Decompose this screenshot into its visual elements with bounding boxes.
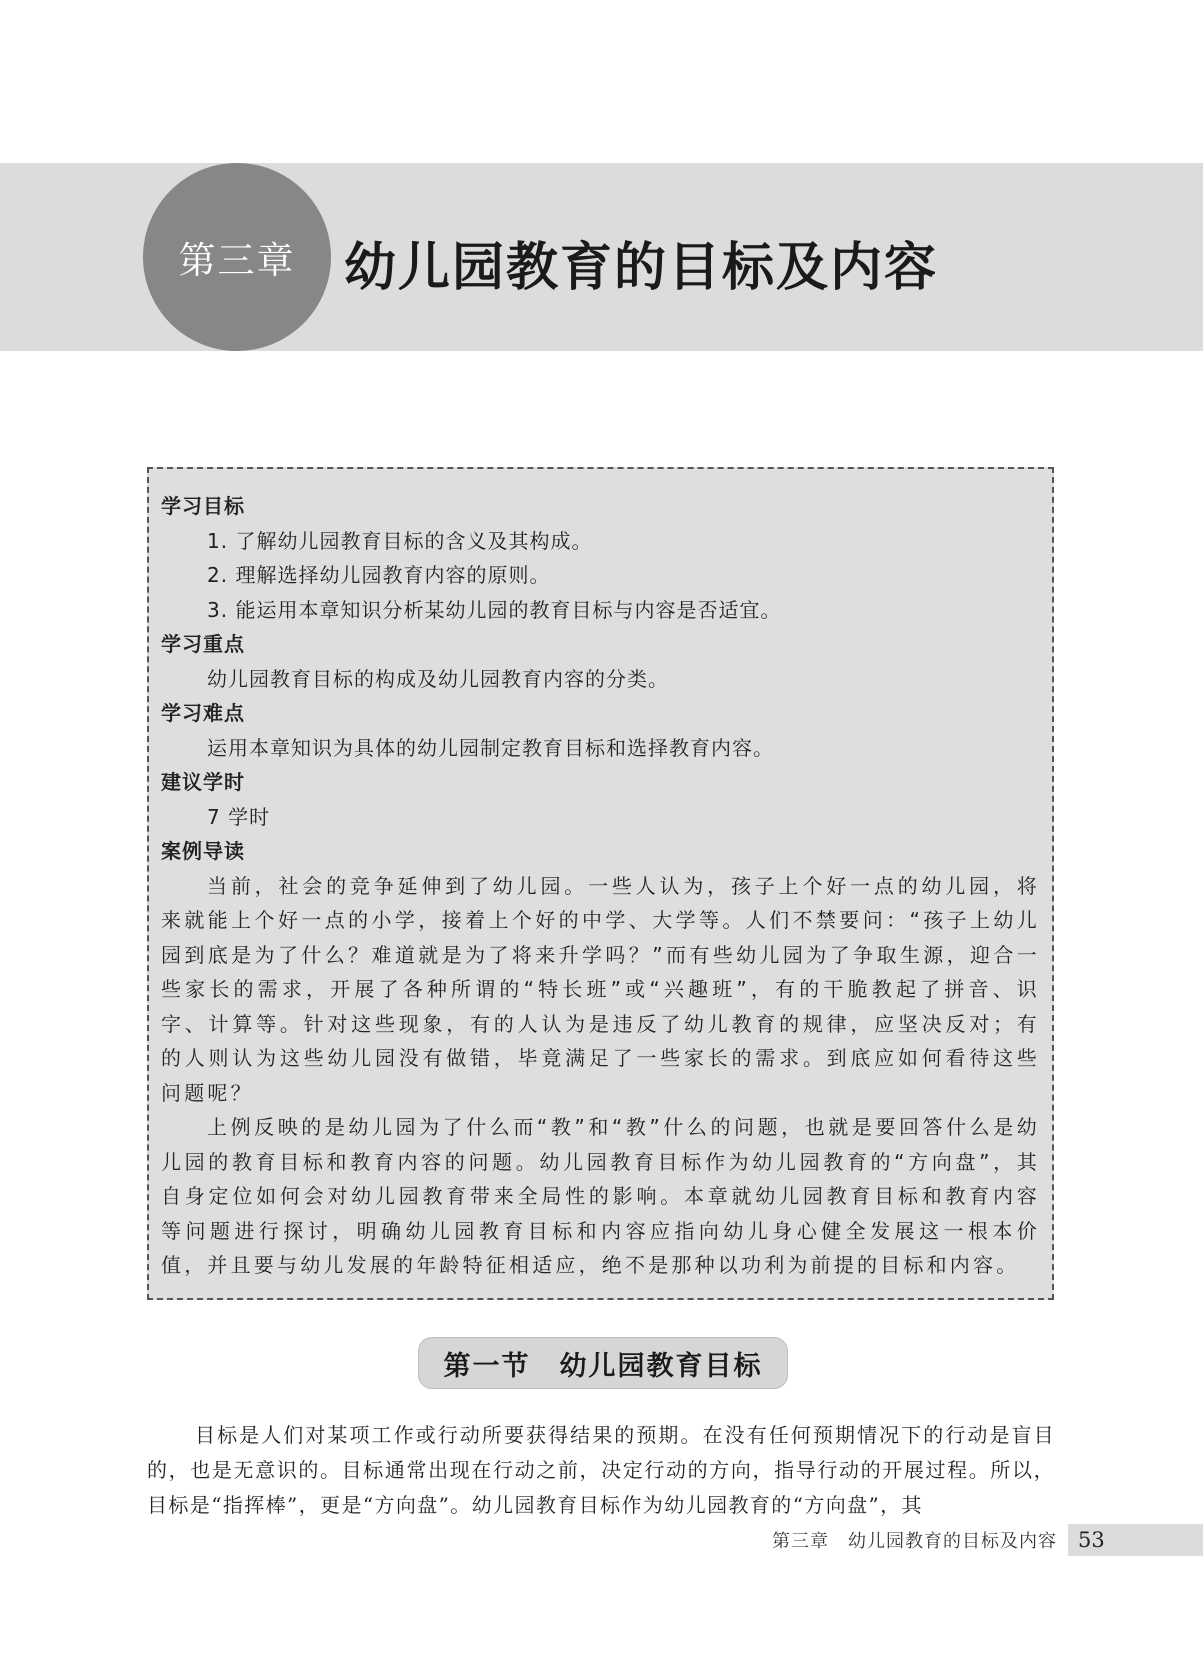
chapter-badge <box>143 163 331 351</box>
focus-text: 幼儿园教育目标的构成及幼儿园教育内容的分类。 <box>207 666 669 691</box>
difficulty-heading: 学习难点 <box>161 701 245 725</box>
case-paragraph-2: 上例反映的是幼儿园为了什么而“教”和“教”什么的问题，也就是要回答什么是幼儿园的教育目标和教育内容的问题。幼儿园教育目标作为幼儿园教育的“方向盘”，其自身定位如何会对幼儿园教育带来全局性的影响。本章就幼儿园教育目标和教育内容等问题进行探讨，明确幼儿园教育目标和内容应指向幼儿身心健全发展这一根本价值，并且要与幼儿发展的年龄特征相适应，绝不是那种以功利为前提的目标和内容。 <box>161 1115 1040 1277</box>
difficulty-text: 运用本章知识为具体的幼儿园制定教育目标和选择教育内容。 <box>207 735 774 760</box>
running-head: 第三章 幼儿园教育的目标及内容 <box>772 1531 1057 1552</box>
hours-text: 7 学时 <box>207 804 271 829</box>
objective-item: 1. 了解幼儿园教育目标的含义及其构成。 <box>207 528 593 553</box>
objective-item: 2. 理解选择幼儿园教育内容的原则。 <box>207 563 551 587</box>
learning-objectives-box <box>147 467 1054 1300</box>
case-heading: 案例导读 <box>161 839 245 863</box>
section-title: 第一节 幼儿园教育目标 <box>418 1337 788 1389</box>
page-number: 53 <box>1078 1528 1105 1552</box>
chapter-label: 第三章 <box>178 239 296 282</box>
objective-item: 3. 能运用本章知识分析某幼儿园的教育目标与内容是否适宜。 <box>207 597 782 622</box>
focus-heading: 学习重点 <box>161 632 245 656</box>
body-paragraph: 目标是人们对某项工作或行动所要获得结果的预期。在没有任何预期情况下的行动是盲目的，也是无意识的。目标通常出现在行动之前，决定行动的方向，指导行动的开展过程。所以，目标是“指挥棒”，更是“方向盘”。幼儿园教育目标作为幼儿园教育的“方向盘”，其 <box>147 1423 1055 1517</box>
objectives-heading: 学习目标 <box>161 494 245 518</box>
case-paragraph-1: 当前，社会的竞争延伸到了幼儿园。一些人认为，孩子上个好一点的幼儿园，将来就能上个好一点的小学，接着上个好的中学、大学等。人们不禁要问：“孩子上幼儿园到底是为了什么？难道就是为了将来升学吗？”而有些幼儿园为了争取生源，迎合一些家长的需求，开展了各种所谓的“特长班”或“兴趣班”，有的干脆教起了拼音、识字、计算等。针对这些现象，有的人认为是违反了幼儿教育的规律，应坚决反对；有的人则认为这些幼儿园没有做错，毕竟满足了一些家长的需求。到底应如何看待这些问题呢？ <box>161 873 1040 1105</box>
chapter-title: 幼儿园教育的目标及内容 <box>344 237 939 298</box>
hours-heading: 建议学时 <box>161 770 245 794</box>
